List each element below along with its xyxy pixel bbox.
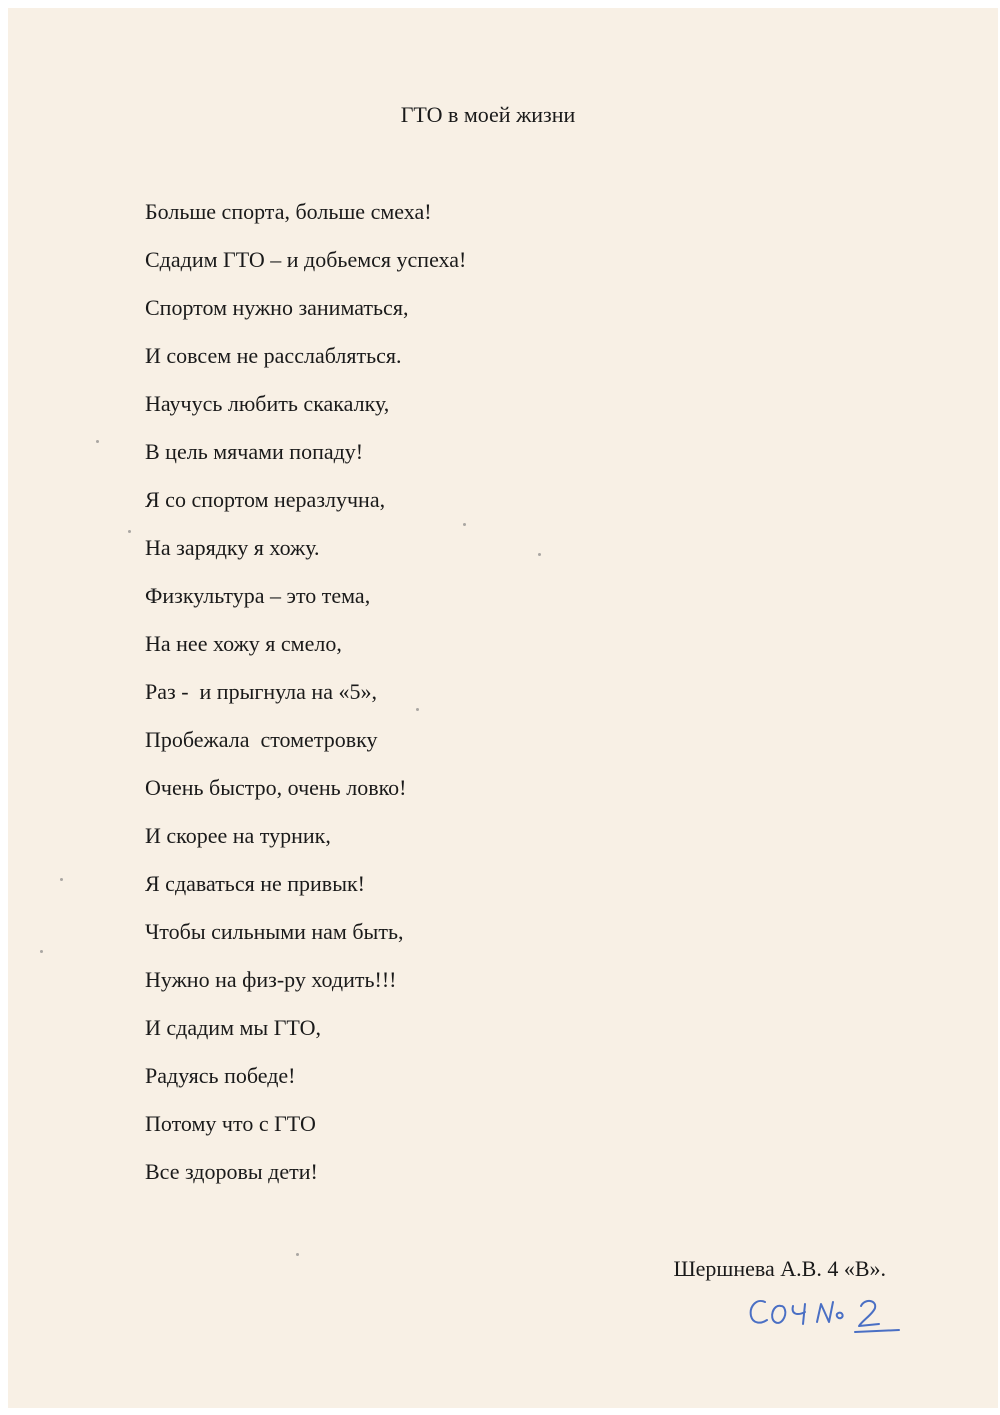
document-page (8, 8, 998, 1408)
poem-line: Раз - и прыгнула на «5», (145, 679, 377, 704)
poem-line: Научусь любить скакалку, (145, 391, 390, 416)
paper-speck (128, 530, 131, 533)
poem-line: И сдадим мы ГТО, (145, 1015, 321, 1040)
poem-line: Все здоровы дети! (145, 1159, 318, 1184)
poem-line: И совсем не расслабляться. (145, 343, 402, 368)
handwritten-note (743, 1288, 903, 1338)
paper-speck (96, 440, 99, 443)
paper-speck (296, 1253, 299, 1256)
paper-speck (60, 878, 63, 881)
poem-line: Спортом нужно заниматься, (145, 295, 409, 320)
author-signature: Шершнева А.В. 4 «В». (673, 1256, 886, 1281)
poem-line: Пробежала стометровку (145, 727, 378, 752)
poem-line: На нее хожу я смело, (145, 631, 342, 656)
poem-line: В цель мячами попаду! (145, 439, 364, 464)
paper-speck (416, 708, 419, 711)
paper-speck (538, 553, 541, 556)
poem-line: Сдадим ГТО – и добьемся успеха! (145, 247, 467, 272)
poem-line: Я со спортом неразлучна, (145, 487, 386, 512)
poem-line: Потому что с ГТО (145, 1111, 316, 1136)
poem-line: Нужно на физ-ру ходить!!! (145, 967, 397, 992)
poem-line: Больше спорта, больше смеха! (145, 199, 432, 224)
poem-line: Очень быстро, очень ловко! (145, 775, 407, 800)
poem-line: И скорее на турник, (145, 823, 331, 848)
poem-line: Я сдаваться не привык! (145, 871, 365, 896)
paper-speck (40, 950, 43, 953)
poem-line: Физкультура – это тема, (145, 583, 371, 608)
poem-line: Чтобы сильными нам быть, (145, 919, 404, 944)
poem-line: На зарядку я хожу. (145, 535, 320, 560)
paper-speck (463, 523, 466, 526)
document-title: ГТО в моей жизни (400, 102, 576, 127)
poem-line: Радуясь победе! (145, 1063, 296, 1088)
poem (145, 188, 466, 1196)
